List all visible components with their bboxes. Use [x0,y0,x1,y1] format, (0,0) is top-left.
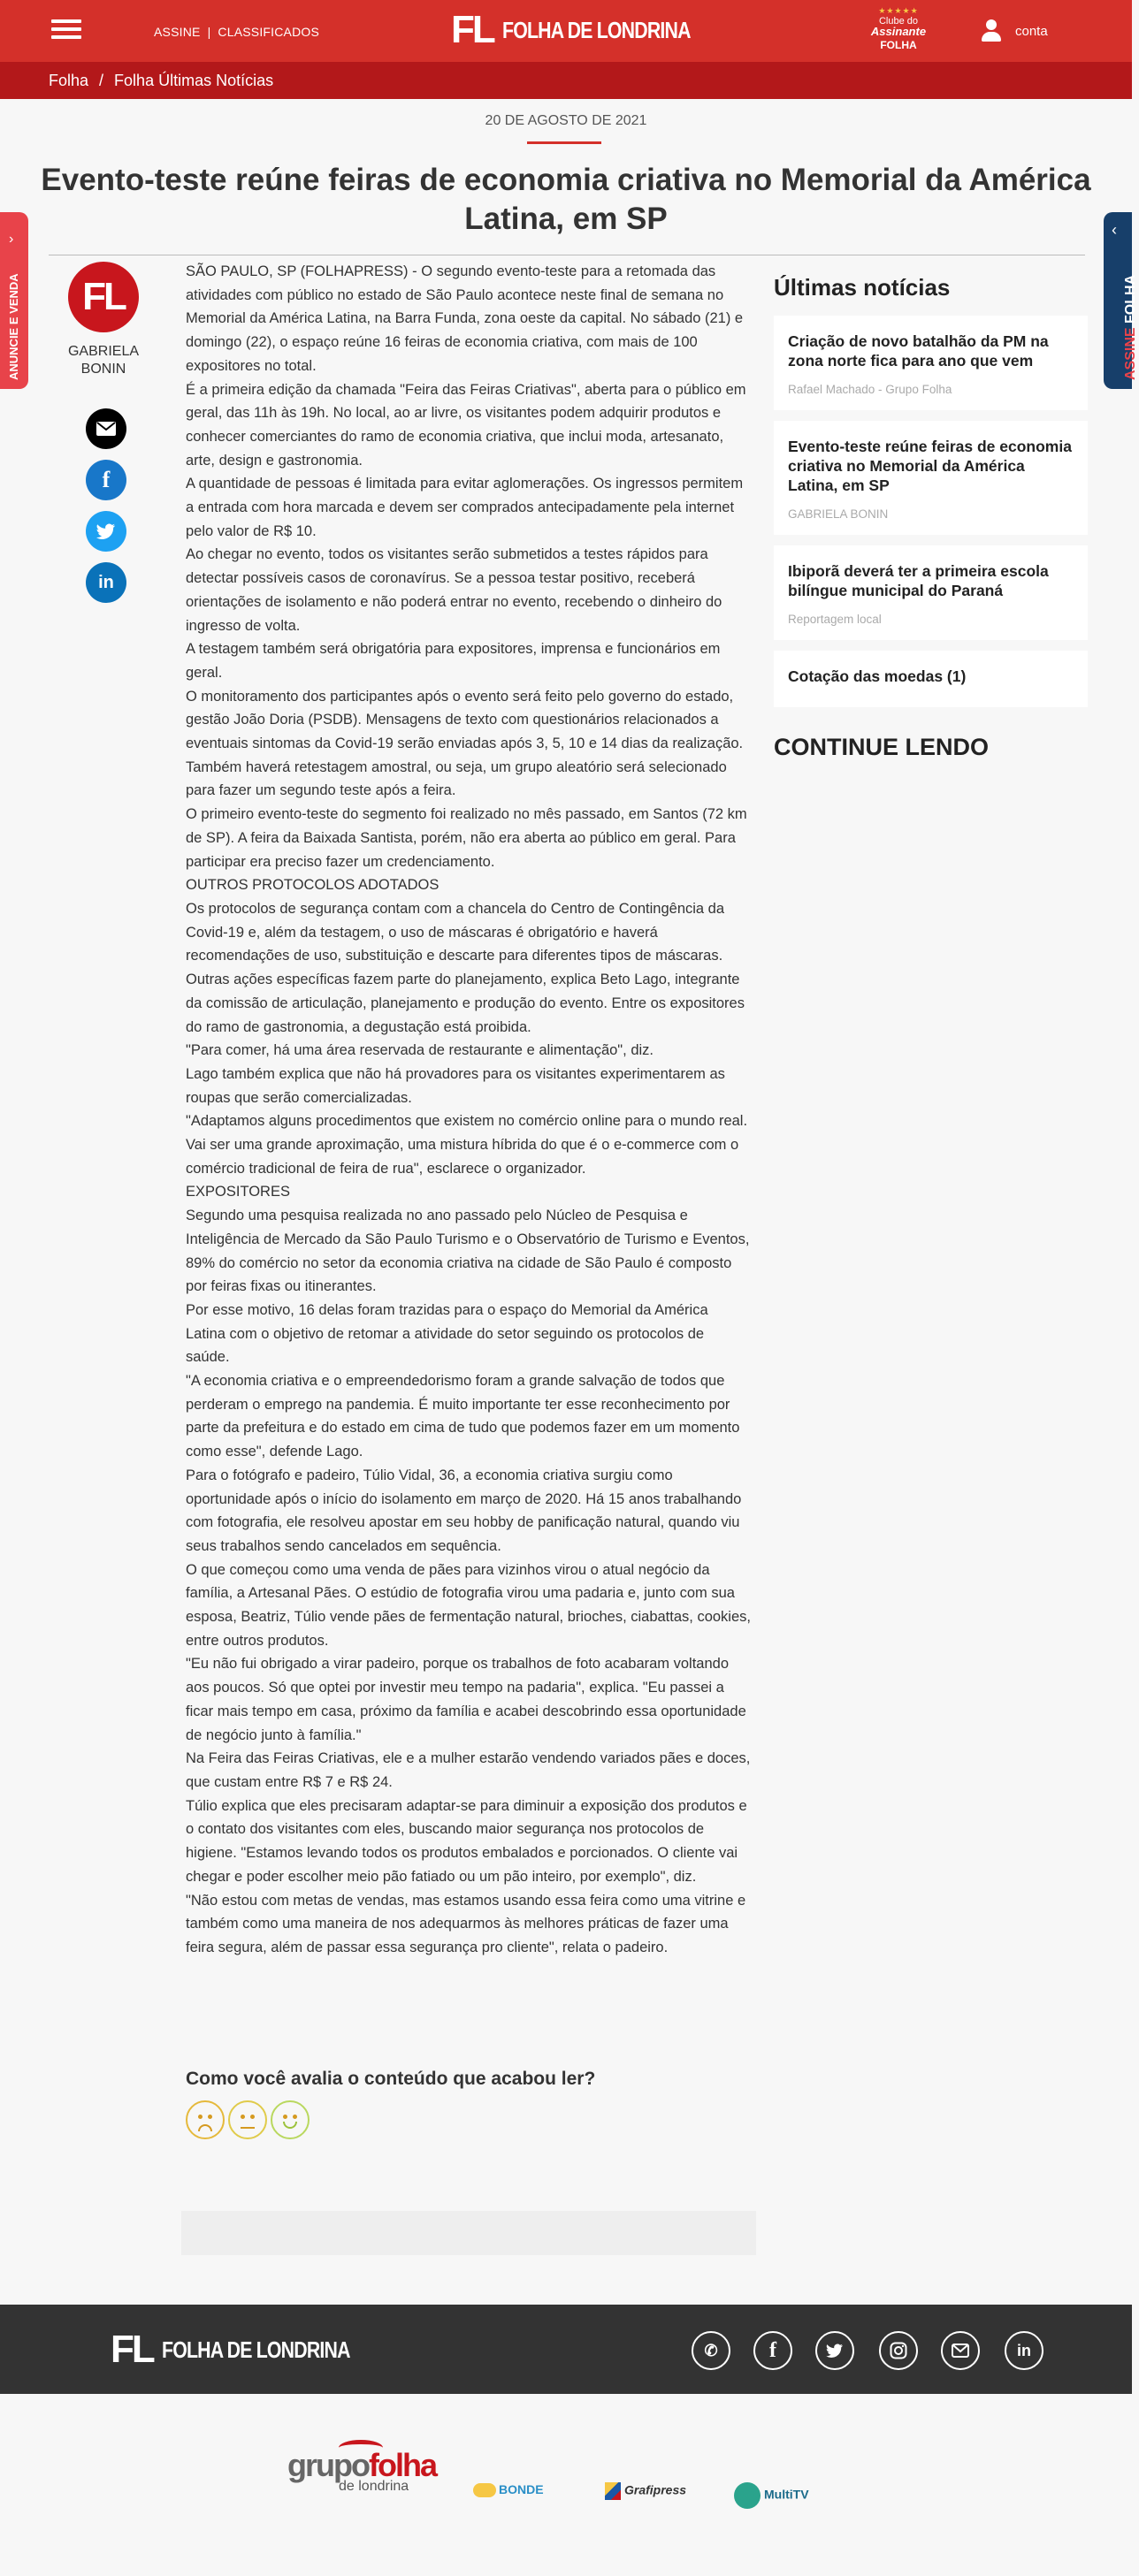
classificados-link[interactable]: CLASSIFICADOS [218,25,320,39]
anuncie-venda-label: ANUNCIE E VENDA [7,273,20,380]
article-paragraph: Por esse motivo, 16 delas foram trazidas para o espaço do Memorial da América Latina com o objetivo de retomar a atividade do setor seguindo os protocolos de saúde. [186,1301,708,1366]
bonde-mark-icon [473,2483,496,2497]
news-card-title[interactable]: Ibiporã deverá ter a primeira escola bilíngue municipal do Paraná [788,562,1049,599]
multitv-mark-icon [734,2482,761,2509]
news-card-title[interactable]: Cotação das moedas (1) [788,667,967,685]
assine-folha-label [1123,275,1139,380]
rating-question: Como você avalia o conteúdo que acabou ler? [186,2069,596,2089]
account-label: conta [1015,23,1048,39]
account-button[interactable] [980,19,1048,42]
bonde-logo[interactable] [473,2482,544,2497]
breadcrumb: Folha / Folha Últimas Notícias [0,62,1132,99]
top-links: ASSINE | CLASSIFICADOS [154,25,320,39]
chevron-right-icon: › [9,232,14,247]
article-paragraph: O primeiro evento-teste do segmento foi realizado no mês passado, em Santos (72 km de SP). A feira da Baixada Santista, porém, não era aberta ao público em geral. Para participar era preciso fazer um credenciamento. [186,806,747,870]
rating-faces [186,2100,595,2139]
article-paragraph: Os protocolos de segurança contam com a chancela do Centro de Contingência da Covid-19 e, além da testagem, o uso de máscaras é obrigatório e haverá recomendações de uso, substituição e descarte para diferentes tipos de máscaras. [186,900,725,964]
news-card[interactable] [774,421,1088,535]
clube-line2: Assinante [870,25,927,38]
article-paragraph: Na Feira das Feiras Criativas, ele e a mulher estarão vendendo variados pães e doces, que custam entre R$ 7 e R$ 24. [186,1750,751,1790]
brand-mark: FL [451,8,493,51]
news-card[interactable] [774,316,1088,410]
article-paragraph: A testagem também será obrigatória para expositores, imprensa e funcionários em geral. [186,641,721,681]
news-card[interactable] [774,545,1088,640]
folha-word: FOLHA [1123,274,1138,324]
news-card-source: GABRIELA BONIN [788,507,889,521]
top-header [0,0,1132,62]
bonde-label: BONDE [499,2482,544,2496]
news-card-title[interactable]: Evento-teste reúne feiras de economia criativa no Memorial da América Latina, em SP [788,438,1072,494]
grupo-folha-arc [339,2440,383,2456]
linkedin-icon[interactable]: in [1005,2331,1043,2370]
article-paragraph: Segundo uma pesquisa realizada no ano passado pelo Núcleo de Pesquisa e Inteligência de Mercado da São Paulo Turismo e o Observatório de Turismo e Eventos, 89% do comércio no setor da economia criativa na cidade de São Paulo é composto por feiras fixas ou itinerantes. [186,1208,750,1295]
article-title: Evento-teste reúne feiras de economia criativa no Memorial da América Latina, em SP [41,163,1091,236]
twitter-icon [96,523,116,539]
assine-link[interactable]: ASSINE [154,25,201,39]
article-paragraph: OUTROS PROTOCOLOS ADOTADOS [186,877,440,894]
assine-word: ASSINE [1123,327,1138,380]
chevron-left-icon: ‹ [1112,221,1117,239]
brand-name: FOLHA DE LONDRINA [501,16,691,43]
partners-bar [0,2394,1132,2576]
article-paragraph: SÃO PAULO, SP (FOLHAPRESS) - O segundo evento-teste para a retomada das atividades com público no estado de São Paulo acontece neste final de semana no Memorial da América Latina, na Barra Funda, zona oeste da capital. No sábado (21) e domingo (22), o espaço reúne 16 feiras de economia criativa, com mais de 100 expositores no total. [186,263,744,374]
menu-icon[interactable] [51,19,81,39]
grupo-folha-logo[interactable] [287,2447,436,2518]
grupo-folha-sub: de londrina [339,2479,409,2494]
grafipress-label: Grafipress [624,2482,687,2497]
article-body [186,260,752,1960]
article-paragraph: "Adaptamos alguns procedimentos que existem no comércio online para o mundo real. Vai ser uma grande aproximação, uma mistura híbrida do que é o e-commerce com o comércio tradicional de feira de rua", esclarece o organizador. [186,1113,748,1177]
footer-brand-logo[interactable] [111,2328,391,2372]
article-date: 20 DE AGOSTO DE 2021 [485,113,647,128]
article-paragraph: "Eu não fui obrigado a virar padeiro, porque os trabalhos de foto acabaram voltando aos poucos. Só que optei por investir meu tempo na padaria", explica. "Eu passei a ficar mais tempo em casa, próximo da família e acabei descobrindo essa oportunidade de negócio junto à família." [186,1656,746,1743]
neutral-face-icon[interactable] [228,2100,267,2139]
article-paragraph: É a primeira edição da chamada "Feira das Feiras Criativas", aberta para o público em geral, das 11h às 19h. No local, ao ar livre, os visitantes podem adquirir produtos e conhecer comerciantes do ramo de economia criativa, que inclui moda, artesanato, arte, design e gastronomia. [186,381,746,469]
news-card-source: Rafael Machado - Grupo Folha [788,383,952,396]
facebook-icon: f [102,467,111,492]
news-card-title[interactable]: Criação de novo batalhão da PM na zona norte fica para ano que vem [788,332,1049,370]
share-facebook-button[interactable] [86,460,126,500]
anuncie-venda-tab[interactable] [0,212,28,389]
sidebar [774,274,1088,761]
linkedin-icon: in [98,572,114,592]
article-paragraph: A quantidade de pessoas é limitada para evitar aglomerações. Os ingressos permitem a entrada com hora marcada e devem ser comprados antecipadamente pela internet pelo valor de R$ 10. [186,476,744,539]
brand-logo[interactable] [451,8,731,51]
footer [0,2305,1132,2394]
twitter-icon[interactable] [815,2331,854,2370]
news-card[interactable] [774,651,1088,707]
grafipress-mark-icon [605,2482,621,2500]
author-name: GABRIELA BONIN [67,344,140,377]
author-block [64,262,143,378]
clube-line3: FOLHA [880,39,917,51]
article-paragraph: Lago também explica que não há provadores para os visitantes experimentarem as roupas que serão comercializadas. [186,1065,725,1106]
rating-block [186,2069,595,2139]
continue-reading-heading: CONTINUE LENDO [774,734,989,760]
share-linkedin-button[interactable] [86,562,126,603]
facebook-icon[interactable]: f [753,2331,792,2370]
footer-brand-mark: FL [111,2328,153,2371]
mail-icon[interactable] [941,2331,980,2370]
author-avatar: FL [68,262,139,332]
article-paragraph: Outras ações específicas fazem parte do planejamento, explica Beto Lago, integrante da comissão de articulação, planejamento e produção do evento. Entre os expositores do ramo de gastronomia, a degustação está proibida. [186,972,745,1035]
article-paragraph: O monitoramento dos participantes após o evento será feito pelo governo do estado, gestão João Doria (PSDB). Mensagens de texto com questionários relacionados a eventuais sintomas da Covid-19 serão enviadas após 3, 5, 10 e 14 dias da realização. Também haverá retestagem amostral, ou seja, um grupo aleatório será selecionado para fazer um segundo teste após a feira. [186,688,744,799]
user-icon [980,19,1003,42]
article-paragraph: Túlio explica que eles precisaram adaptar-se para diminuir a exposição dos produtos e o contato dos visitantes com eles, buscando maior segurança nos protocolos de higiene. "Estamos levando todos os produtos embalados e porcionados. O cliente vai chegar e poder escolher meio pão fatiado ou um pão inteiro, por exemplo", diz. [186,1797,747,1885]
email-icon [96,422,116,436]
latest-news-heading: Últimas notícias [774,274,951,301]
article-paragraph: "Não estou com metas de vendas, mas estamos usando essa feira como uma vitrine e também como uma maneira de nos adequarmos às melhores práticas de fazer uma feira segura, além de passar essa segurança pro cliente", relata o padeiro. [186,1892,746,1955]
grafipress-logo[interactable] [605,2482,686,2500]
instagram-icon[interactable] [879,2331,918,2370]
assine-folha-tab[interactable] [1104,212,1138,389]
multitv-logo[interactable] [734,2482,809,2509]
article-paragraph: Ao chegar no evento, todos os visitantes serão submetidos a testes rápidos para detectar possíveis casos de coronavírus. Se a pessoa testar positivo, receberá orientações de isolamento e não poderá entrar no evento, recebendo o dinheiro do ingresso de volta. [186,546,722,634]
clube-assinante-logo[interactable] [867,5,930,50]
article-paragraph: Para o fotógrafo e padeiro, Túlio Vidal, 36, a economia criativa surgiu como oportunidade após o início do isolamento em março de 2020. Há 15 anos trabalhando com fotografia, ele resolveu apostar em seu hobby de panificação natural, quando viu seus trabalhos sendo cancelados em sequência. [186,1467,742,1554]
breadcrumb-folha[interactable]: Folha [49,72,89,89]
stars-icon: ★★★★★ [878,6,919,15]
clube-line1: Clube do [878,16,919,27]
news-card-source: Reportagem local [788,613,882,626]
sad-face-icon[interactable] [186,2100,225,2139]
date-divider [527,141,601,144]
whatsapp-icon[interactable]: ✆ [692,2331,730,2370]
breadcrumb-ultimas[interactable]: Folha Últimas Notícias [114,72,274,89]
share-email-button[interactable] [86,408,126,449]
share-twitter-button[interactable] [86,511,126,552]
article-paragraph: O que começou como uma venda de pães para vizinhos virou o atual negócio da família, a Artesanal Pães. O estúdio de fotografia virou uma padaria e, junto com sua esposa, Beatriz, Túlio vende pães de fermentação natural, brioches, ciabattas, cookies, entre outros produtos. [186,1561,751,1649]
article-paragraph: "Para comer, há uma área reservada de restaurante e alimentação", diz. [186,1042,654,1059]
article-paragraph: "A economia criativa e o empreendedorismo foram a grande salvação de todos que perderam o emprego na pandemia. É muito importante ter esse reconhecimento por parte da prefeitura e do estado em cima de tudo que podemos fazer em um momento como esse", defende Lago. [186,1373,740,1460]
ad-placeholder [181,2211,756,2255]
folha-word-red: folha [368,2447,436,2483]
article-paragraph: EXPOSITORES [186,1184,290,1200]
happy-face-icon[interactable] [271,2100,310,2139]
footer-brand-name: FOLHA DE LONDRINA [161,2336,350,2363]
multitv-label: MultiTV [764,2487,809,2502]
grupo-word: grupo [287,2447,369,2483]
